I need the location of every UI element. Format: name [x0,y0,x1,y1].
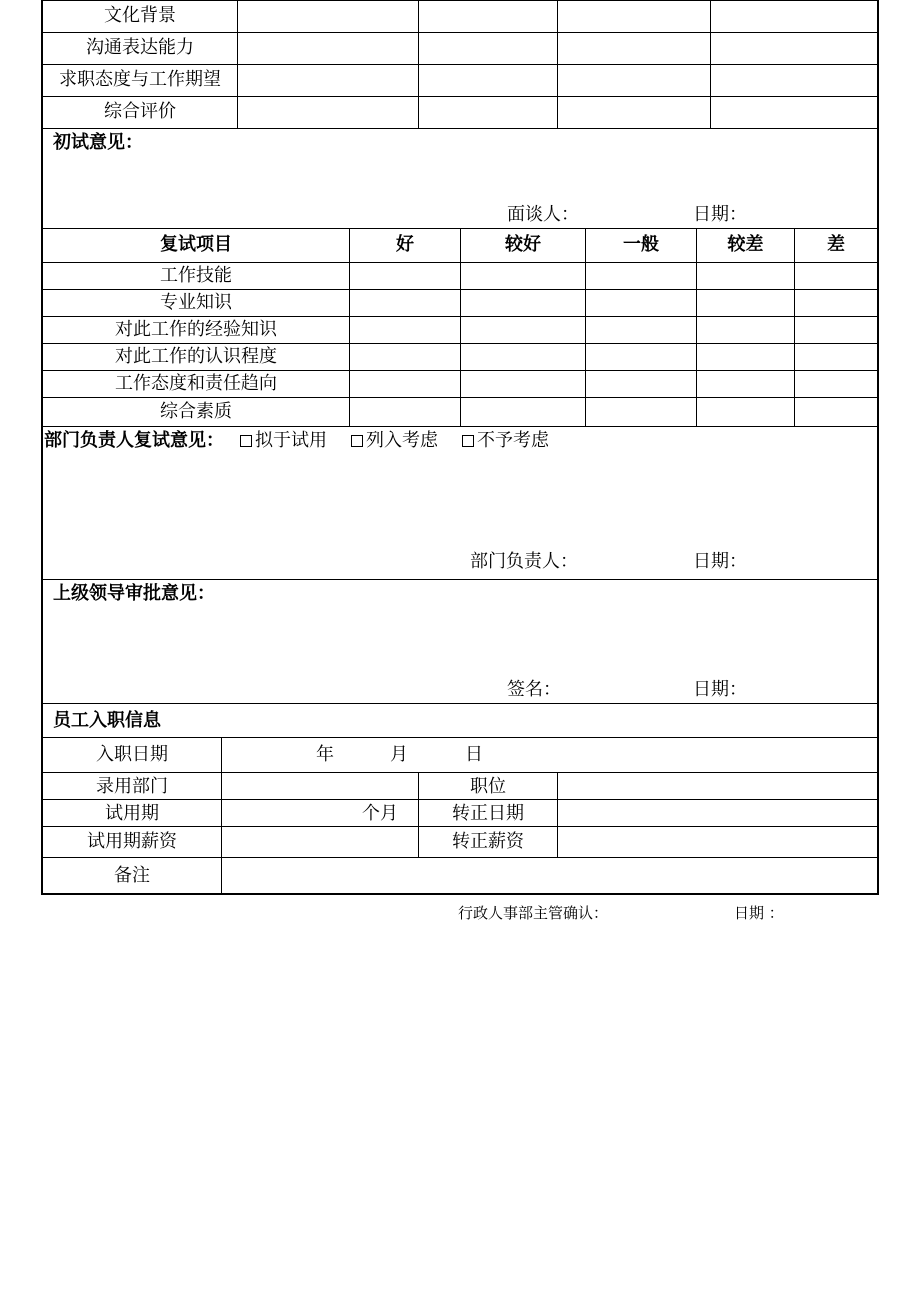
table-row: 专业知识 [160,292,232,313]
section-divider [41,426,879,427]
col-divider [696,228,697,426]
months-unit-label: 个月 [362,803,398,824]
row-divider [41,772,879,773]
section-divider [41,703,879,704]
hr-confirm-label: 行政人事部主管确认： [458,904,609,922]
row-divider [41,857,879,858]
initial-interview-title: 初试意见： [53,132,143,153]
row-label-culture: 文化背景 [104,5,176,26]
row-divider [41,64,879,65]
header-average: 一般 [623,234,659,255]
position-label: 职位 [470,776,506,797]
row-label-overall: 综合评价 [104,101,176,122]
col-divider [418,0,419,128]
col-divider [237,0,238,128]
row-divider [41,32,879,33]
header-fairly-good: 较好 [505,234,541,255]
col-divider [557,772,558,857]
regular-salary-label: 转正薪资 [452,831,524,852]
row-divider [41,799,879,800]
footer-date-label: 日期 ： [734,904,784,922]
month-label: 月 [390,744,408,765]
option-trial[interactable]: 拟于试用 [240,431,327,451]
day-label: 日 [465,744,483,765]
remarks-label: 备注 [114,865,150,886]
regular-date-label: 转正日期 [452,803,524,824]
option-reject[interactable]: 不予考虑 [462,431,549,451]
header-item: 复试项目 [160,234,232,255]
header-poor: 差 [827,234,845,255]
table-row: 综合素质 [160,401,232,422]
checkbox-icon[interactable] [240,435,252,447]
col-divider [557,0,558,128]
table-row: 对此工作的认识程度 [115,346,277,367]
col-divider [585,228,586,426]
dept-opinion-title: 部门负责人复试意见： [44,430,224,451]
join-date-label: 入职日期 [96,744,168,765]
section-divider [41,579,879,580]
table-row: 对此工作的经验知识 [115,319,277,340]
probation-label: 试用期 [105,803,159,824]
dept-date-label: 日期： [693,551,747,572]
probation-salary-label: 试用期薪资 [87,831,177,852]
checkbox-icon[interactable] [462,435,474,447]
row-label-attitude: 求职态度与工作期望 [59,69,221,90]
department-label: 录用部门 [96,776,168,797]
row-divider [41,96,879,97]
col-divider [221,737,222,894]
header-good: 好 [396,234,414,255]
dept-manager-label: 部门负责人： [470,551,578,572]
table-row: 工作态度和责任趋向 [115,373,277,394]
header-fairly-poor: 较差 [727,234,764,255]
superior-approval-title: 上级领导审批意见： [53,583,215,604]
table-top-border [41,0,879,1]
table-row: 工作技能 [160,265,232,286]
superior-date-label: 日期： [693,679,747,700]
section-divider [41,128,879,129]
col-divider [710,0,711,128]
onboarding-title: 员工入职信息 [53,710,161,731]
row-divider [41,826,879,827]
col-divider [460,228,461,426]
signature-label: 签名： [507,679,561,700]
col-divider [794,228,795,426]
section-divider [41,737,879,738]
row-label-communication: 沟通表达能力 [86,37,194,58]
initial-date-label: 日期： [693,204,747,225]
checkbox-icon[interactable] [351,435,363,447]
year-label: 年 [316,744,334,765]
option-consider[interactable]: 列入考虑 [351,431,438,451]
col-divider [349,228,350,426]
interviewer-label: 面谈人： [507,204,579,225]
